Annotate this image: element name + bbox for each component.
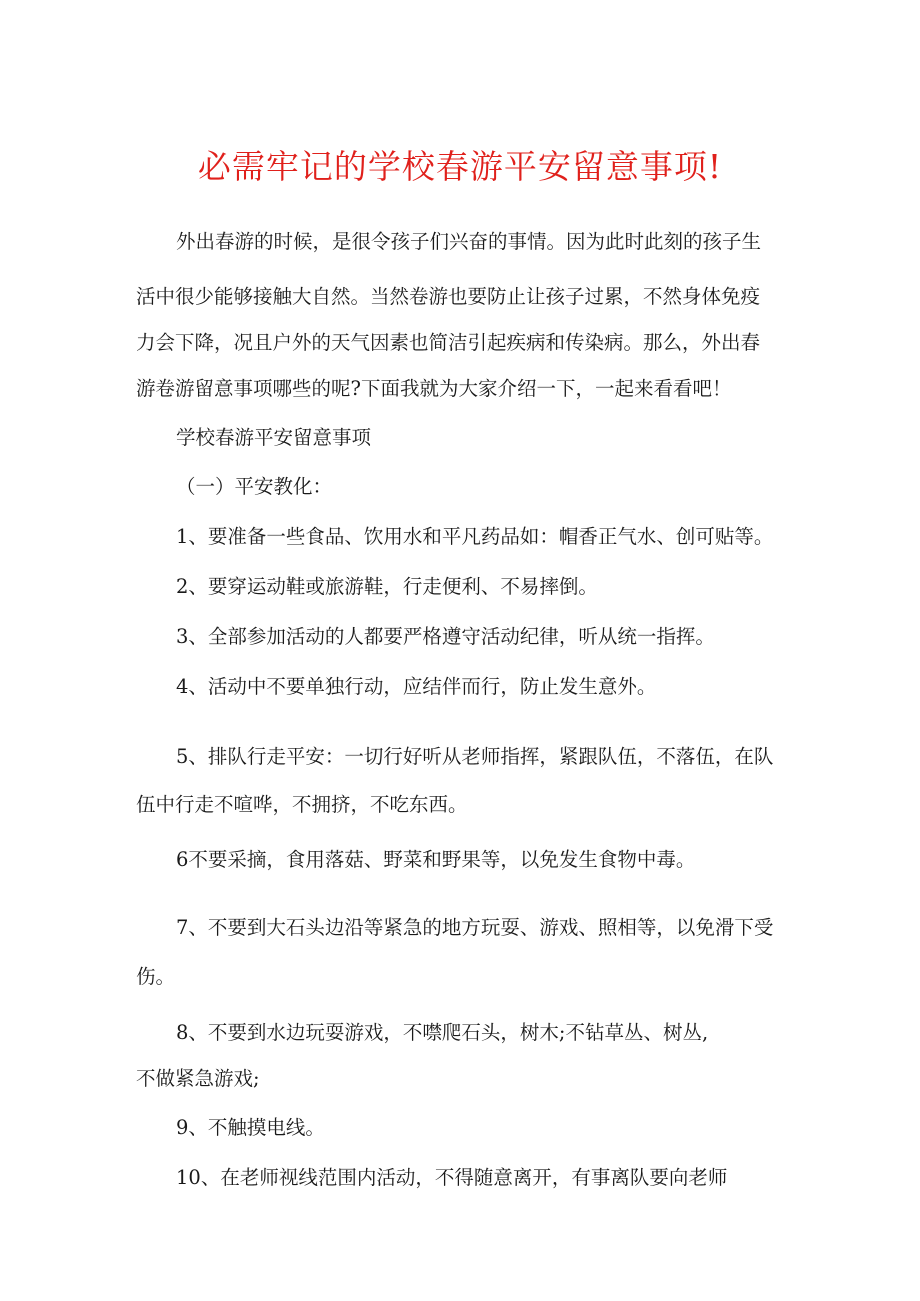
intro-line-3: 力会下降，况且户外的天气因素也简洁引起疾病和传染病。那么，外出春: [136, 331, 761, 354]
list-item-2: 2、要穿运动鞋或旅游鞋，行走便利、不易摔倒。: [176, 575, 598, 598]
list-item-9: 9、不触摸电线。: [176, 1116, 325, 1139]
list-item-7-line-1: 7、不要到大石头边沿等紧急的地方玩耍、游戏、照相等，以免滑下受: [176, 916, 774, 939]
list-item-4: 4、活动中不要单独行动，应结伴而行，防止发生意外。: [176, 675, 657, 698]
document-title: 必需牢记的学校春游平安留意事项!: [197, 147, 723, 186]
intro-line-4: 游卷游留意事项哪些的呢?下面我就为大家介绍一下，一起来看看吧！: [136, 377, 732, 400]
list-item-1: 1、要准备一些食品、饮用水和平凡药品如：帽香正气水、创可贴等。: [176, 525, 774, 548]
list-item-3: 3、全部参加活动的人都要严格遵守活动纪律，听从统一指挥。: [176, 625, 715, 648]
list-item-6: 6不要采摘，食用落菇、野菜和野果等，以免发生食物中毒。: [176, 848, 696, 871]
list-item-10: 10、在老师视线范围内活动，不得随意离开，有事离队要向老师: [176, 1166, 728, 1189]
list-item-7-line-2: 伤。: [136, 965, 176, 988]
list-item-5-line-2: 伍中行走不喧哗，不拥挤，不吃东西。: [136, 793, 468, 816]
list-item-5-line-1: 5、排队行走平安：一切行好听从老师指挥，紧跟队伍，不落伍，在队: [176, 745, 774, 768]
list-item-8-line-1: 8、不要到水边玩耍游戏，不噤爬石头，树木;不钻草丛、树丛,: [176, 1021, 709, 1044]
intro-line-1: 外出春游的时候，是很令孩子们兴奋的事情。因为此时此刻的孩子生: [176, 230, 762, 253]
list-item-8-line-2: 不做紧急游戏;: [136, 1067, 260, 1090]
subsection-heading: （一）平安教化：: [176, 475, 333, 498]
intro-line-2: 活中很少能够接触大自然。当然卷游也要防止让孩子过累，不然身体免疫: [136, 285, 761, 308]
section-heading: 学校春游平安留意事项: [176, 426, 372, 449]
